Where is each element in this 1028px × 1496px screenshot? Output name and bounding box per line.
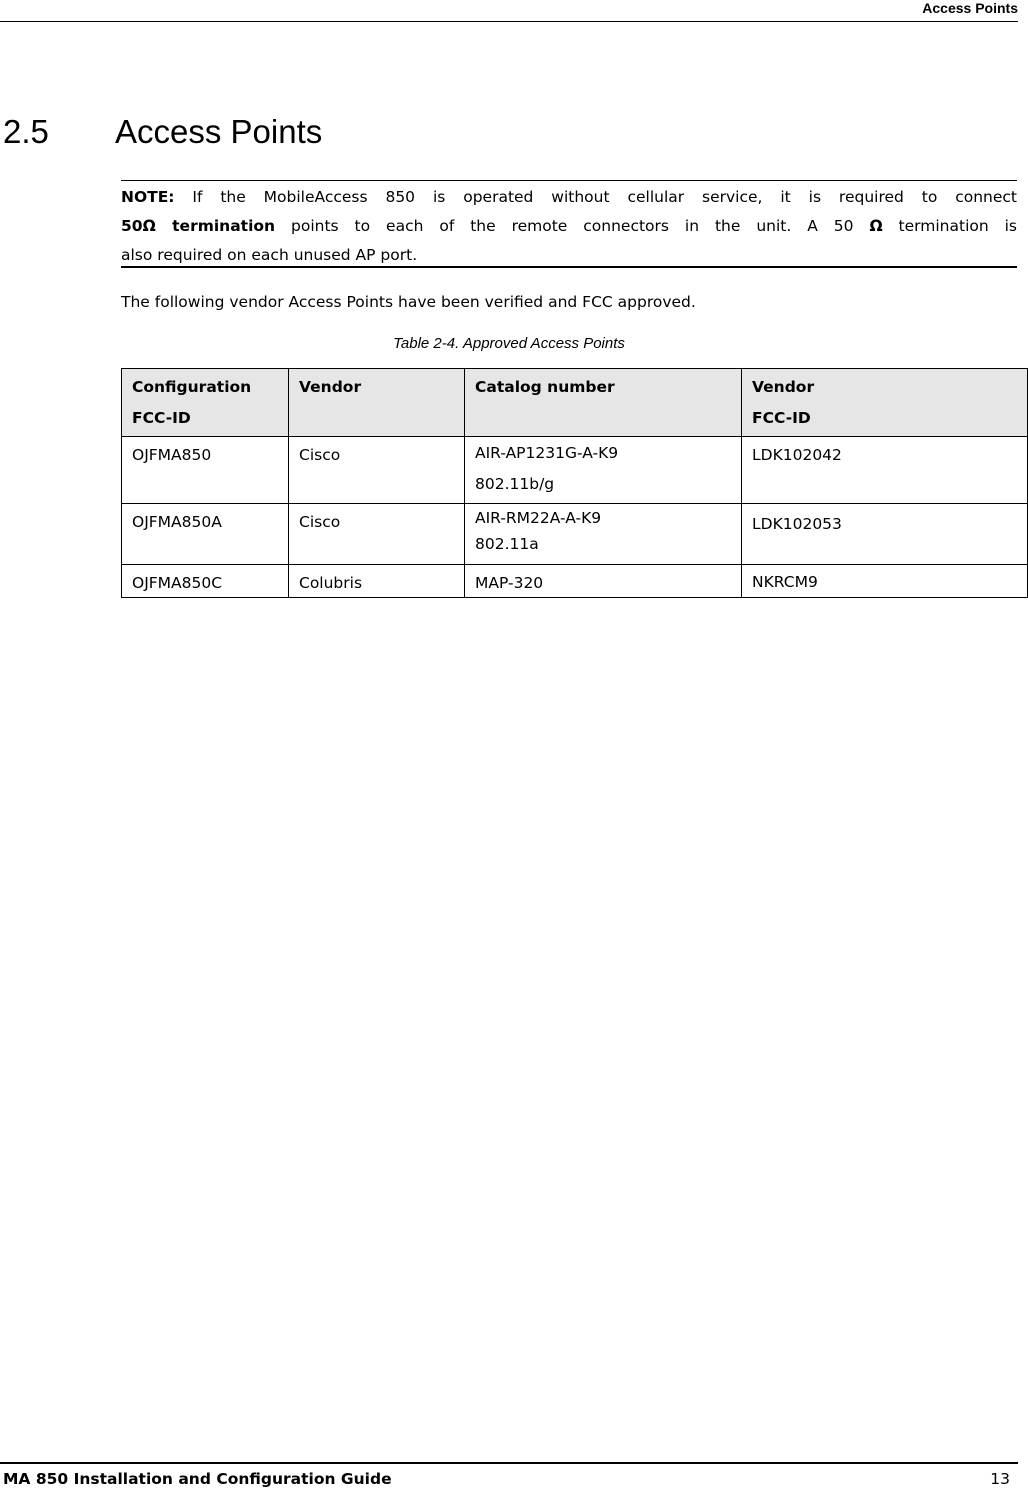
catalog-standard: 802.11b/g [475,475,555,493]
section-heading: Access Points [115,113,323,150]
cell-catalog [465,504,742,565]
cell-vendor: Colubris [289,565,465,598]
table-caption: Table 2-4. Approved Access Points [393,335,625,352]
header-catalog-number [465,369,742,437]
cell-catalog: MAP-320 [465,565,742,598]
header-config-line2: FCC-ID [132,409,191,427]
header-vendor-fcc-line2: FCC-ID [752,409,811,427]
approved-access-points-table [121,368,1028,598]
footer-guide-title: MA 850 Installation and Configuration Guide [3,1470,392,1488]
note-line-2-tail: termination is [882,217,1017,235]
cell-vendor: Cisco [289,504,465,565]
cell-config-fcc-id: OJFMA850A [122,504,289,565]
table-header-row [122,369,1028,437]
note-termination-bold: 50Ω termination [121,217,276,235]
cell-vendor-fcc-id: NKRCM9 [742,565,1028,598]
cell-config-fcc-id: OJFMA850 [122,437,289,504]
note-line-1-text: If the MobileAccess 850 is operated without cellular service, it is required to connect [174,188,1017,206]
section-title [3,112,322,152]
table-row [122,565,1028,598]
header-catalog-line1: Catalog number [475,378,615,396]
header-vendor-fcc-id [742,369,1028,437]
footer-page-number: 13 [990,1470,1010,1488]
note-omega-symbol: Ω [869,217,883,235]
note-box [121,180,1017,268]
table-row [122,437,1028,504]
note-line-2-text: points to each of the remote connectors in the unit. A 50 [275,217,870,235]
intro-paragraph: The following vendor Access Points have been verified and FCC approved. [121,293,696,311]
header-vendor-line1: Vendor [299,378,362,396]
header-vendor [289,369,465,437]
header-config-line1: Configuration [132,378,252,396]
header-config-fcc-id [122,369,289,437]
header-vendor-fcc-line1: Vendor [752,378,815,396]
note-line-1 [121,183,1017,212]
catalog-number: AIR-RM22A-A-K9 [475,509,602,527]
note-line-2 [121,212,1017,241]
running-header [0,0,1018,22]
catalog-standard: 802.11a [475,535,539,553]
cell-vendor-fcc-id: LDK102053 [742,504,1028,565]
catalog-number: AIR-AP1231G-A-K9 [475,444,619,462]
page-footer [0,1462,1018,1496]
table-row [122,504,1028,565]
note-label: NOTE: [121,188,175,206]
section-number: 2.5 [3,113,49,150]
note-line-3: also required on each unused AP port. [121,246,418,264]
cell-vendor: Cisco [289,437,465,504]
cell-config-fcc-id: OJFMA850C [122,565,289,598]
running-header-title: Access Points [922,0,1018,16]
cell-vendor-fcc-id: LDK102042 [742,437,1028,504]
cell-catalog [465,437,742,504]
